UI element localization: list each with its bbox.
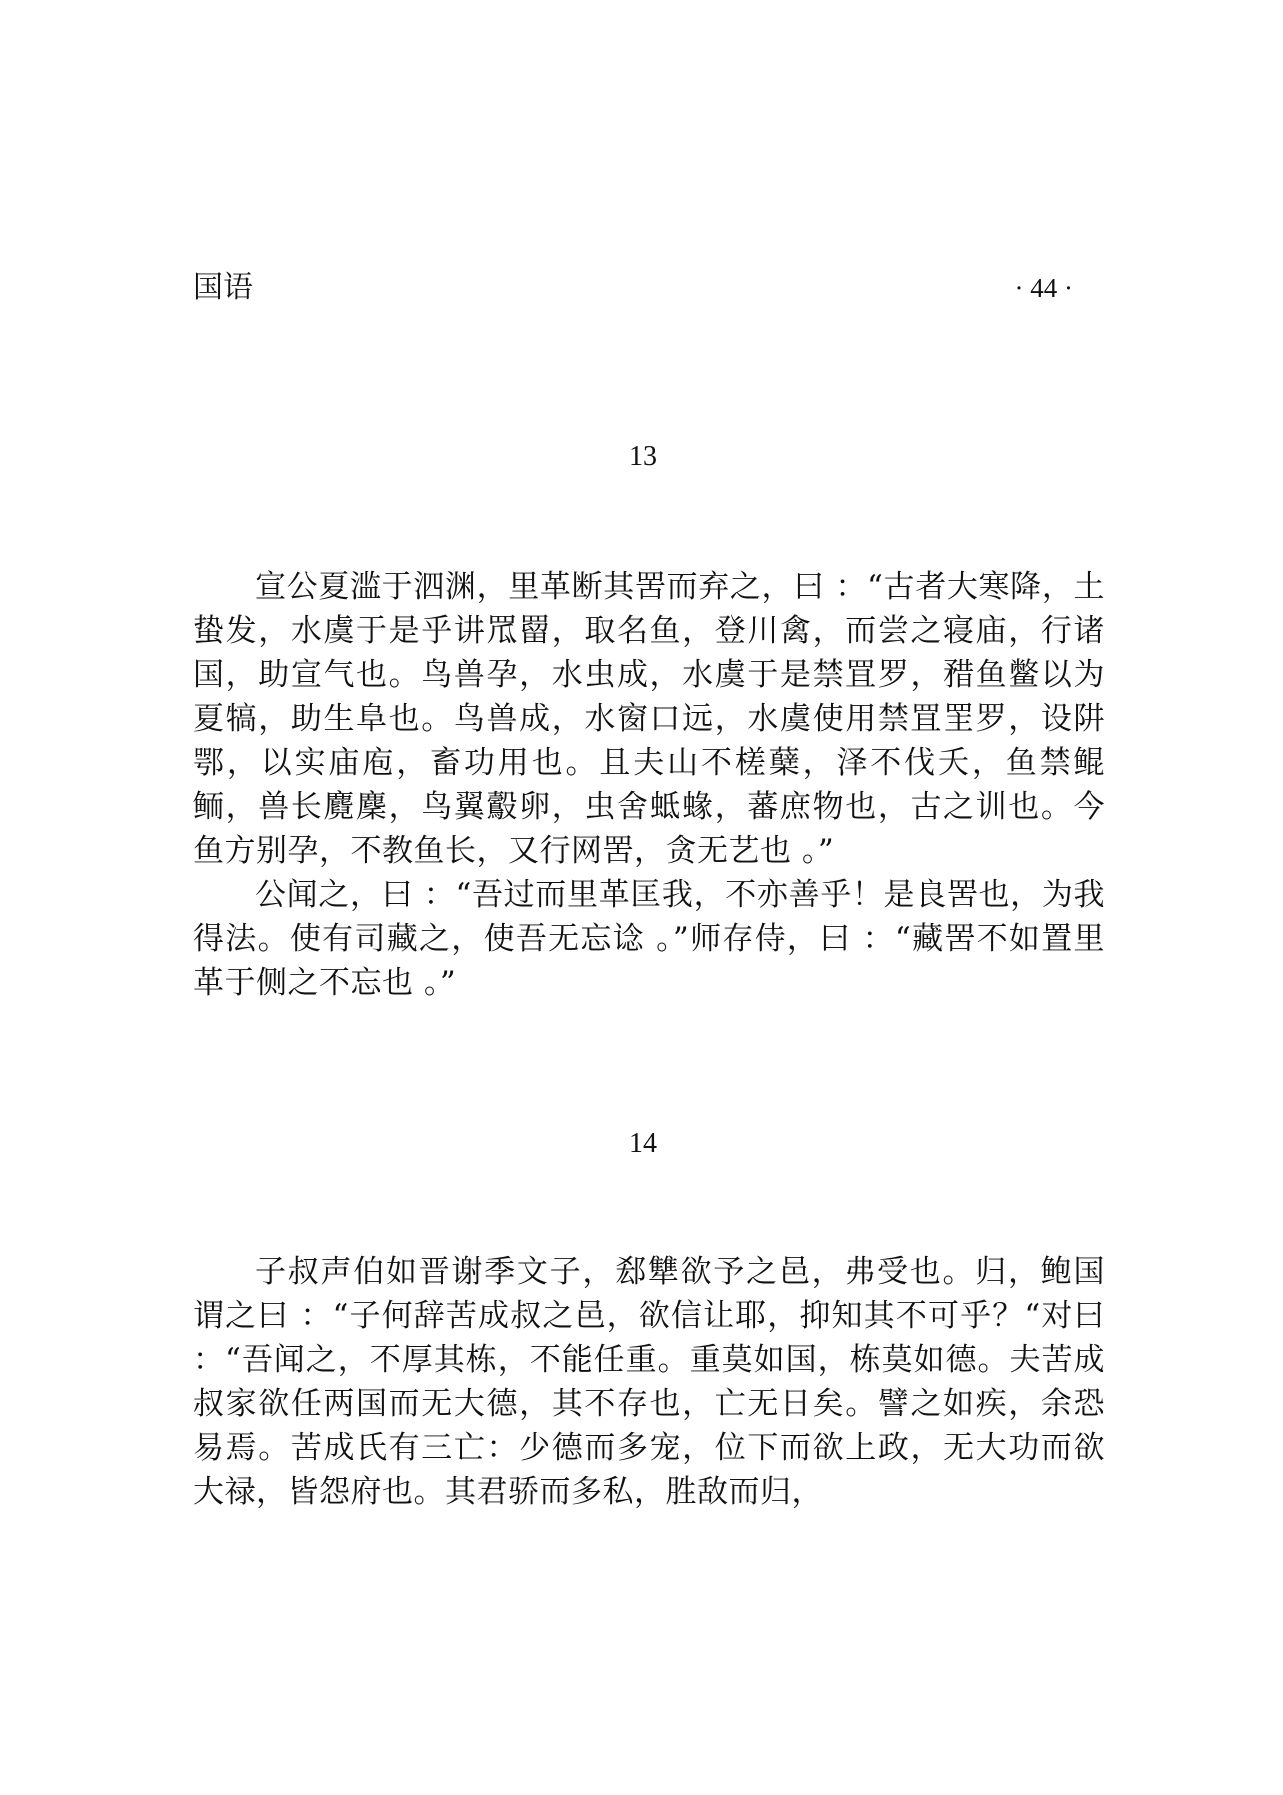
- section-13-body: [193, 565, 1105, 1005]
- section-number-13: 13: [629, 441, 657, 472]
- section-number-14: 14: [629, 1128, 657, 1159]
- page-number: · 44 ·: [1014, 273, 1073, 303]
- paragraph: 宣公夏滥于泗渊，里革断其罟而弃之，曰 ：“古者大寒降，土蛰发，水虞于是乎讲罛罶，取名鱼，登川禽，而尝之寝庙，行诸国，助宣气也。鸟兽孕，水虫成，水虞于是禁罝罗，矠鱼鳖以为夏犒，助生阜也。鸟兽成，水窗口远，水虞使用禁罝罜罗，设阱鄂，以实庙庖，畜功用也。且夫山不槎蘖，泽不伐夭，鱼禁鲲鲕，兽长麑麇，鸟翼鷇卵，虫舍蚳蝝，蕃庶物也，古之训也。今鱼方别孕，不教鱼长，又行网罟，贪无艺也 。”: [193, 569, 1105, 869]
- book-title: 国语: [193, 270, 253, 305]
- paragraph: 子叔声伯如晋谢季文子，郄犨欲予之邑，弗受也。归，鲍国谓之曰 ：“子何辞苦成叔之邑，欲信让耶，抑知其不可乎？“对曰 ：“吾闻之，不厚其栋，不能任重。重莫如国，栋莫如德。夫苦成叔家欲任两国而无大德，其不存也，亡无日矣。譬之如疾，余恐易焉。苦成氏有三亡：少德而多宠，位下而欲上政，无大功而欲大禄，皆怨府也。其君骄而多私，胜敌而归，: [193, 1254, 1105, 1510]
- paragraph: 公闻之，曰 ：“吾过而里革匡我，不亦善乎！是良罟也，为我得法。使有司藏之，使吾无忘谂 。”师存侍，曰 ：“藏罟不如置里革于侧之不忘也 。”: [193, 877, 1105, 1001]
- section-14-body: [193, 1250, 1105, 1514]
- page-header: [193, 268, 1073, 308]
